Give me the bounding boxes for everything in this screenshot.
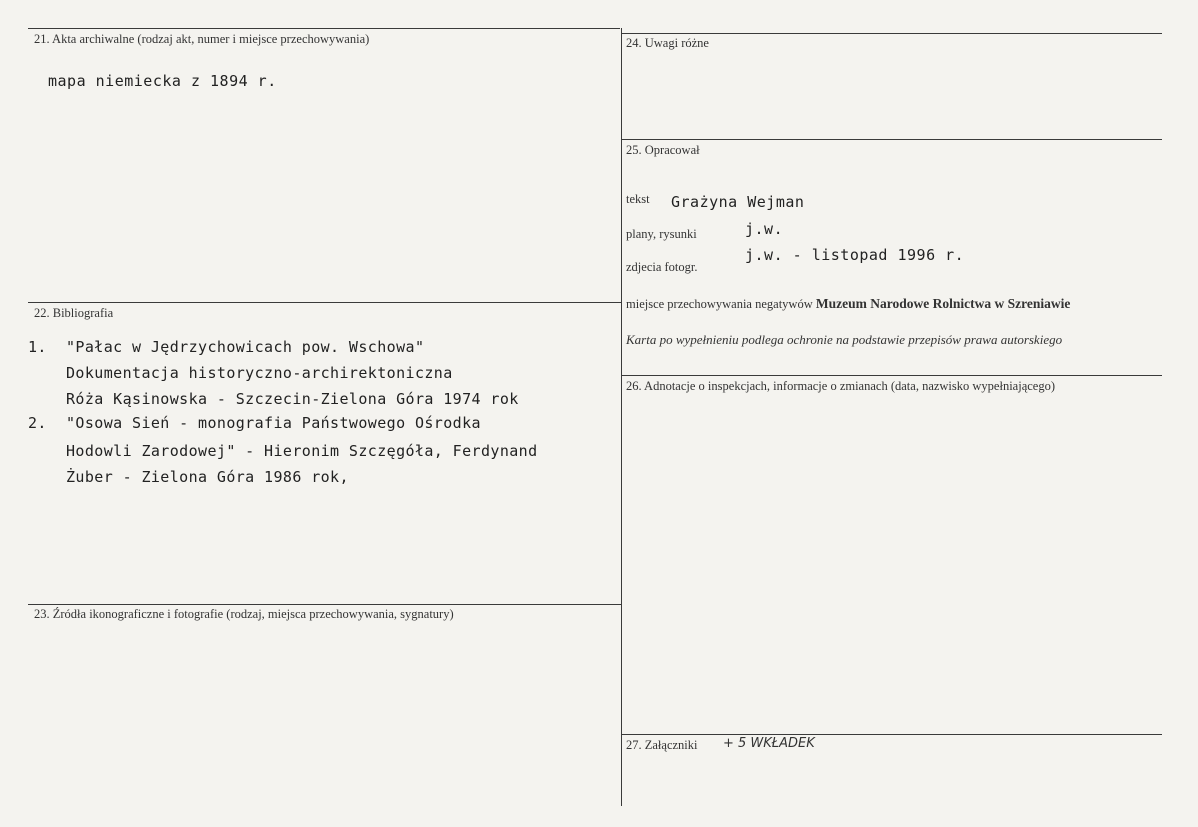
center-divider <box>621 28 622 806</box>
bibliography-item-2-line-2: Hodowli Zarodowej" - Hieronim Szczęgóła, Ferdynand <box>66 442 538 460</box>
rule-27 <box>622 734 1162 735</box>
bibliography-item-2-line-1 <box>28 414 481 432</box>
section-27-label: 27. Załączniki <box>626 738 698 752</box>
section-25-label: 25. Opracował <box>626 143 700 157</box>
rule-23 <box>28 604 622 605</box>
zdjecia-value: j.w. - listopad 1996 r. <box>745 246 965 264</box>
bibliography-item-1-line-2: Dokumentacja historyczno-archirektoniczna <box>66 364 453 382</box>
plany-label: plany, rysunki <box>626 227 697 241</box>
rule-22 <box>28 302 622 303</box>
bibliography-item-1-line-1 <box>28 338 424 356</box>
bibliography-item-2-text-1: "Osowa Sień - monografia Państwowego Ośrodka <box>66 414 481 432</box>
tekst-label: tekst <box>626 192 650 206</box>
top-rule-left <box>28 28 620 29</box>
plany-value: j.w. <box>745 220 784 238</box>
section-21-label: 21. Akta archiwalne (rodzaj akt, numer i miejsce przechowywania) <box>34 32 370 46</box>
copyright-note: Karta po wypełnieniu podlega ochronie na podstawie przepisów prawa autorskiego <box>626 332 1063 347</box>
rule-25 <box>622 139 1162 140</box>
section-24-label: 24. Uwagi różne <box>626 36 709 50</box>
rule-26 <box>622 375 1162 376</box>
section-26-label: 26. Adnotacje o inspekcjach, informacje o zmianach (data, nazwisko wypełniającego) <box>626 379 1055 393</box>
section-27-handwritten-value: + 5 WKŁADEK <box>723 736 815 751</box>
top-rule-right <box>622 33 1162 34</box>
section-23-label: 23. Źródła ikonograficzne i fotografie (rodzaj, miejsca przechowywania, sygnatury) <box>34 607 454 621</box>
bibliography-item-2-number: 2. <box>28 414 47 432</box>
miejsce-label-text: miejsce przechowywania negatywów <box>626 297 813 311</box>
bibliography-item-2-line-3: Żuber - Zielona Góra 1986 rok, <box>66 468 349 486</box>
bibliography-item-1-line-3: Róża Kąsinowska - Szczecin-Zielona Góra 1974 rok <box>66 390 519 408</box>
section-22-label: 22. Bibliografia <box>34 306 114 320</box>
section-21-value: mapa niemiecka z 1894 r. <box>48 72 277 90</box>
tekst-value: Grażyna Wejman <box>671 193 805 211</box>
bibliography-item-1-text-1: "Pałac w Jędrzychowicach pow. Wschowa" <box>66 338 425 356</box>
miejsce-value: Muzeum Narodowe Rolnictwa w Szreniawie <box>815 296 1071 311</box>
bibliography-item-1-number: 1. <box>28 338 47 356</box>
zdjecia-label: zdjecia fotogr. <box>626 260 698 274</box>
miejsce-label <box>626 296 1070 312</box>
